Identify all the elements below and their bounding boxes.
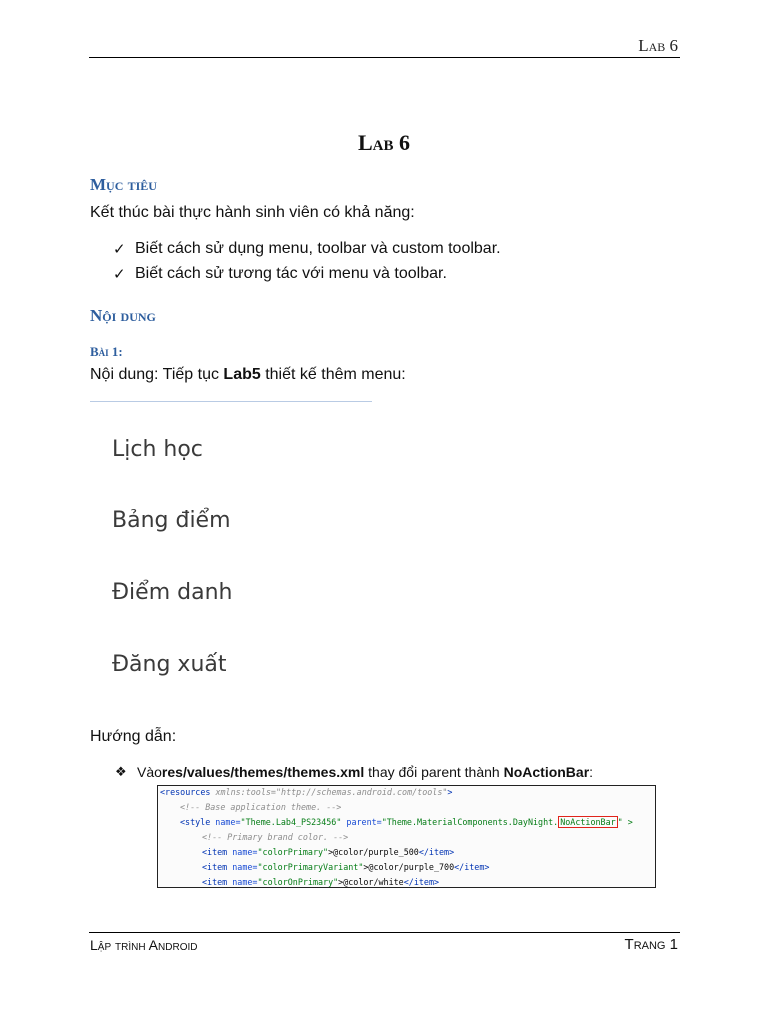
bullet-text: Vào	[137, 764, 162, 780]
code-token: parent=	[341, 817, 382, 827]
menu-item-bang-diem: Bảng điểm	[112, 508, 231, 533]
diamond-bullet-icon: ❖	[115, 764, 127, 779]
code-token: name=	[227, 847, 258, 857]
code-line: <!-- Base application theme. -->	[180, 802, 342, 812]
code-token: name=	[227, 877, 258, 887]
exercise-desc-bold: Lab5	[223, 366, 261, 383]
objective-item	[113, 240, 501, 258]
menu-screenshot	[90, 401, 372, 711]
code-token: "Theme.MaterialComponents.DayNight.	[381, 817, 559, 827]
check-icon: ✓	[113, 241, 126, 258]
code-token: <item	[202, 862, 228, 872]
code-line: <!-- Primary brand color. -->	[202, 832, 349, 842]
code-token: </item>	[454, 862, 490, 872]
code-token: <item	[202, 877, 228, 887]
code-token: "Theme.Lab4_PS23456"	[240, 817, 342, 827]
objective-heading: Mục tiêu	[90, 175, 157, 194]
exercise-description	[90, 366, 406, 384]
exercise-desc-suffix: thiết kế thêm menu:	[260, 366, 406, 383]
bullet-path: res/values/themes/themes.xml	[161, 764, 365, 780]
guide-bullet	[115, 764, 593, 780]
exercise-title: Bài 1:	[90, 344, 123, 359]
code-token: "colorOnPrimary"	[257, 877, 339, 887]
code-token: " >	[617, 817, 633, 827]
bullet-parent-name: NoActionBar	[503, 764, 590, 780]
code-line	[202, 862, 489, 872]
code-token: >@color/purple_500	[328, 847, 419, 857]
code-line	[160, 787, 452, 797]
code-token: <style	[180, 817, 211, 827]
code-line	[202, 877, 439, 887]
objective-item-text: Biết cách sử tương tác với menu và toolbar.	[135, 265, 447, 282]
menu-item-dang-xuat: Đăng xuất	[112, 652, 227, 677]
footer-course-name: Lập trình Android	[90, 937, 198, 953]
footer-page-number: Trang 1	[624, 936, 678, 953]
code-token: >@color/white	[338, 877, 404, 887]
header-title: Lab 6	[638, 36, 678, 55]
code-token: <item	[202, 847, 228, 857]
code-token: >	[447, 787, 453, 797]
objective-item-text: Biết cách sử dụng menu, toolbar và custom toolbar.	[135, 240, 501, 257]
code-token: </item>	[403, 877, 440, 887]
menu-item-lich-hoc: Lịch học	[112, 437, 203, 462]
code-line	[180, 817, 633, 827]
code-line	[202, 847, 454, 857]
code-token: >@color/purple_700	[363, 862, 455, 872]
guide-label: Hướng dẫn:	[90, 728, 177, 745]
content-heading: Nội dung	[90, 306, 156, 325]
bullet-text: thay đổi parent thành	[364, 764, 504, 780]
code-token: "colorPrimaryVariant"	[257, 862, 364, 872]
code-token: name=	[227, 862, 258, 872]
code-token: name=	[210, 817, 241, 827]
code-token: xmlns:tools=	[210, 787, 276, 797]
menu-screenshot-border	[90, 401, 372, 402]
bullet-text: :	[589, 764, 594, 780]
header-divider	[89, 57, 680, 58]
menu-item-diem-danh: Điểm danh	[112, 580, 233, 605]
objective-intro: Kết thúc bài thực hành sinh viên có khả năng:	[90, 204, 415, 221]
exercise-desc-prefix: Nội dung: Tiếp tục	[90, 366, 224, 383]
code-screenshot	[157, 785, 656, 888]
code-token: <resources	[160, 787, 211, 797]
objective-item	[113, 265, 447, 283]
code-token: "http://schemas.android.com/tools"	[275, 787, 448, 797]
footer-divider	[89, 932, 680, 933]
document-title: Lab 6	[357, 130, 410, 155]
highlighted-noactionbar: NoActionBar	[560, 817, 616, 827]
check-icon: ✓	[113, 266, 126, 283]
code-token: "colorPrimary"	[257, 847, 329, 857]
code-token: </item>	[418, 847, 455, 857]
